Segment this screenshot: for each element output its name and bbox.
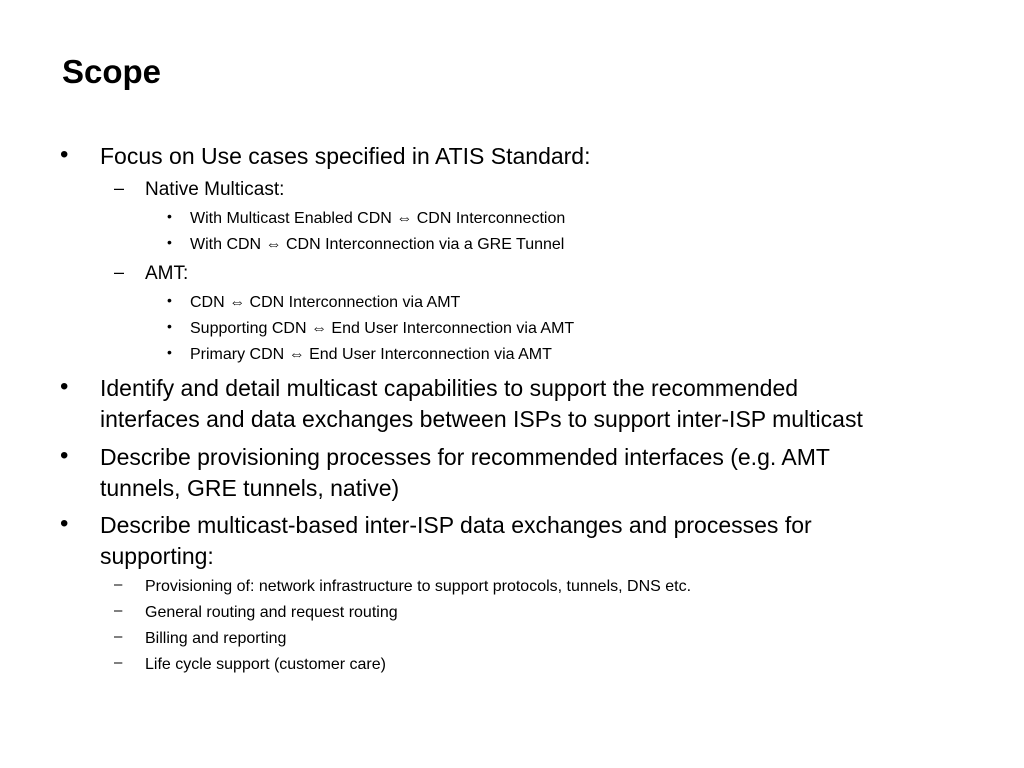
bullet-text-line-1: Describe multicast-based inter-ISP data exchanges and processes for — [100, 512, 812, 538]
bullet-text-line-1: Describe provisioning processes for recommended interfaces (e.g. AMT — [100, 444, 830, 470]
bullet-marker: • — [167, 344, 172, 360]
sub-bullet-text: General routing and request routing — [145, 604, 398, 621]
bullet-marker: • — [167, 234, 172, 250]
sub-bullet-text: Native Multicast: — [145, 179, 285, 200]
sub-bullet-text: Life cycle support (customer care) — [145, 656, 386, 673]
bullet-marker: • — [167, 208, 172, 224]
bullet-marker: • — [60, 510, 69, 537]
sub-sub-bullet-text: Primary CDN ⇔ End User Interconnection via AMT — [190, 346, 552, 363]
bullet-marker: • — [60, 442, 69, 469]
dash-marker: – — [114, 602, 123, 619]
dash-marker: – — [114, 654, 123, 671]
sub-sub-bullet-text: With CDN ⇔ CDN Interconnection via a GRE Tunnel — [190, 236, 565, 253]
bullet-marker: • — [60, 141, 69, 168]
bullet-text-line-2: supporting: — [100, 543, 214, 569]
sub-sub-bullet-text: CDN ⇔ CDN Interconnection via AMT — [190, 294, 461, 311]
sub-bullet-text: Billing and reporting — [145, 630, 287, 647]
bullet-text-line-1: Identify and detail multicast capabilities to support the recommended — [100, 375, 799, 401]
dash-marker: – — [114, 576, 123, 593]
bullet-marker: • — [167, 292, 172, 308]
sub-bullet-text: AMT: — [145, 263, 189, 284]
bullet-text: Focus on Use cases specified in ATIS Standard: — [100, 143, 591, 169]
sub-sub-bullet-text: Supporting CDN ⇔ End User Interconnection via AMT — [190, 320, 575, 337]
slide-title: Scope — [62, 53, 162, 90]
bullet-marker: • — [60, 373, 69, 400]
bullet-text-line-2: interfaces and data exchanges between ISPs to support inter-ISP multicast — [100, 406, 863, 432]
bullet-marker: • — [167, 318, 172, 334]
dash-marker: – — [114, 628, 123, 645]
dash-marker: – — [114, 178, 125, 198]
dash-marker: – — [114, 262, 125, 282]
sub-bullet-text: Provisioning of: network infrastructure to support protocols, tunnels, DNS etc. — [145, 578, 692, 595]
sub-sub-bullet-text: With Multicast Enabled CDN ⇔ CDN Interconnection — [190, 210, 566, 227]
bullet-text-line-2: tunnels, GRE tunnels, native) — [100, 475, 400, 501]
